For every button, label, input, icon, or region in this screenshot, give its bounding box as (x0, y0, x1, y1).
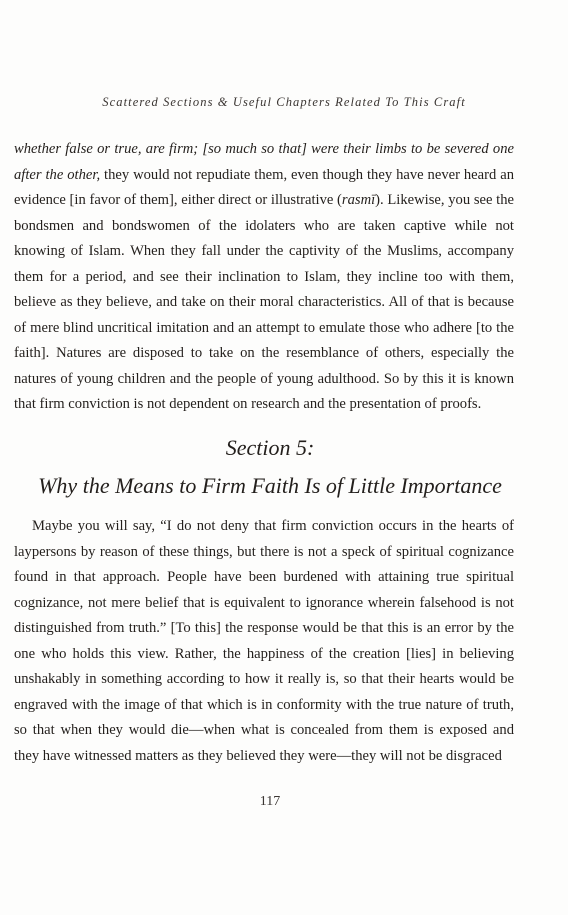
running-head: Scattered Sections & Useful Chapters Related To This Craft (102, 95, 466, 109)
section-paragraph-text: Maybe you will say, “I do not deny that firm conviction occurs in the hearts of laypersons by reason of these things, but there is not a speck of spiritual cognizance found in that approach. People have been burdened with attaining true spiritual cognizance, not mere belief that is equivalent to ignorance wherein falsehood is not distinguished from truth.” [To this] the response would be that this is an error by the one who holds this view. Rather, the happiness of the creation [lies] in believing unshakably in something according to how it really is, so that their hearts would be engraved with the image of that which is in conformity with the true nature of truth, so that when they would die—when what is concealed from them is exposed and they have witnessed matters as they believed they were—they will not be disgraced (14, 518, 514, 764)
section-number: Section 5: (225, 435, 315, 460)
italic-opening-text: whether false or true, are firm; [so much so that] were their limbs to be severed one after the other, (14, 141, 514, 183)
section-title: Why the Means to Firm Faith Is of Little Importance (38, 473, 502, 498)
paragraph-continuation (14, 137, 514, 418)
page-number: 117 (259, 794, 281, 809)
paragraph-text: they would not repudiate them, even though they have never heard an evidence [in favor of them], either direct or illustrative ( (14, 166, 514, 208)
section-paragraph (14, 514, 514, 769)
transliterated-term: rasmī (341, 192, 376, 208)
paragraph-text-rest: ). Likewise, you see the bondsmen and bondswomen of the idolaters who are taken captive while not knowing of Islam. When they fall under the captivity of the Muslims, accompany them for a period, and see their inclination to Islam, they incline too with them, believe as they believe, and take on their moral characteristics. All of that is because of mere blind uncritical imitation and an attempt to emulate those who adhere [to the faith]. Natures are disposed to take on the resemblance of others, especially the natures of young children and the people of young adulthood. So by this it is known that firm conviction is not dependent on research and the presentation of proofs. (14, 192, 514, 412)
